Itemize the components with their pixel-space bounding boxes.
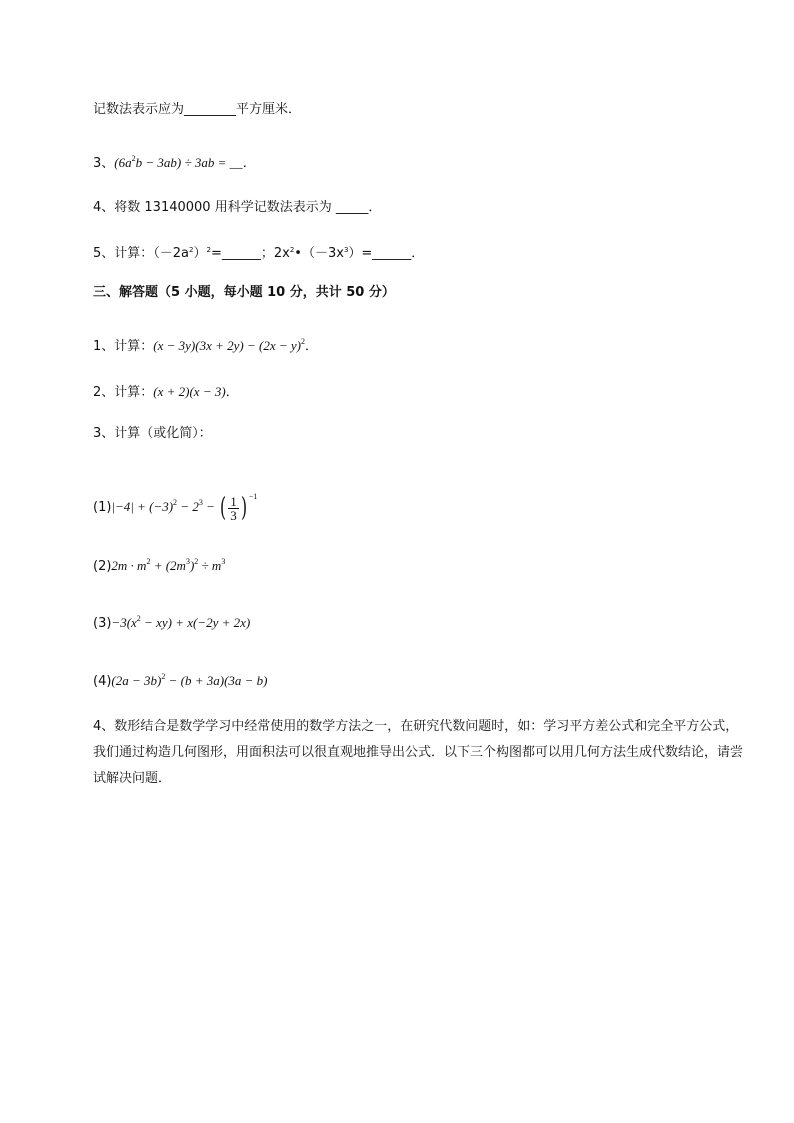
sub1-expression: $|-4| + (-3)^2 - 2^3$ − ( $\frac{1}{3}$ ) $^{-1}$	[111, 492, 258, 524]
fill-in-item-2-tail	[93, 101, 301, 119]
section-heading: 三、解答题（5 小题，每小题 10 分，共计 50 分）	[93, 285, 395, 300]
sub-question-1	[93, 482, 257, 523]
fraction-one-third: $\frac{1}{3}$	[230, 493, 237, 523]
question-3: 3、计算（或化简）：	[93, 426, 212, 441]
sub2-label: (2)	[93, 559, 112, 574]
item3-expression: $(6a^2b - 3ab) \div 3ab$ = __．	[114, 154, 256, 170]
question-1: 1、计算：$(x - 3y)(3x + 2y) - (2x - y)^2$．	[93, 337, 318, 354]
sub-question-3	[93, 610, 250, 633]
sub1-label: (1)	[93, 500, 112, 515]
sub3-expression: $-3(x^2 - xy) + x(-2y + 2x)$	[111, 614, 251, 630]
question-4-paragraph: 4、数形结合是数学学习中经常使用的数学方法之一，在研究代数问题时，如：学习平方差公式和完全平方公式，我们通过构造几何图形，用面积法可以很直观地推导出公式．以下三个构图都可以用几何方法生成代数结论，请尝试解决问题．	[93, 719, 744, 786]
sub2-expression: $2m \cdot m^2 + (2m^3)^2 \div m^3$	[111, 557, 226, 573]
q1-label: 1、计算：	[93, 339, 154, 354]
sub-question-2	[93, 553, 225, 576]
sub-question-4	[93, 668, 268, 691]
fill-in-item-5: 5、计算：$(-2a^2)^2=\_\_\_\_\_\_$；$2x^2•(-3x^3)=\_\_\_\_\_\_$．	[93, 246, 425, 261]
q2-expression: (x + 2)(x − 3)	[153, 384, 226, 399]
question-2: 2、计算：(x + 2)(x − 3)．	[93, 384, 239, 400]
fill-in-item-3	[93, 150, 256, 173]
q1-expression: $(x - 3y)(3x + 2y) - (2x - y)^2$	[153, 337, 305, 353]
sub3-label: (3)	[93, 616, 112, 631]
item2-text-suffix: 平方厘米．	[236, 102, 302, 117]
q2-label: 2、计算：	[93, 385, 154, 400]
fill-in-item-4: 4、将数 13140000 用科学记数法表示为 _____．	[93, 200, 382, 215]
sub4-expression: $(2a - 3b)^2 - (b + 3a)(3a - b)$	[111, 672, 268, 688]
item2-answer-blank: ________	[184, 102, 237, 117]
sub4-label: (4)	[93, 674, 112, 689]
item2-text-prefix: 记数法表示应为	[93, 102, 185, 117]
item3-number: 3、	[93, 156, 115, 171]
